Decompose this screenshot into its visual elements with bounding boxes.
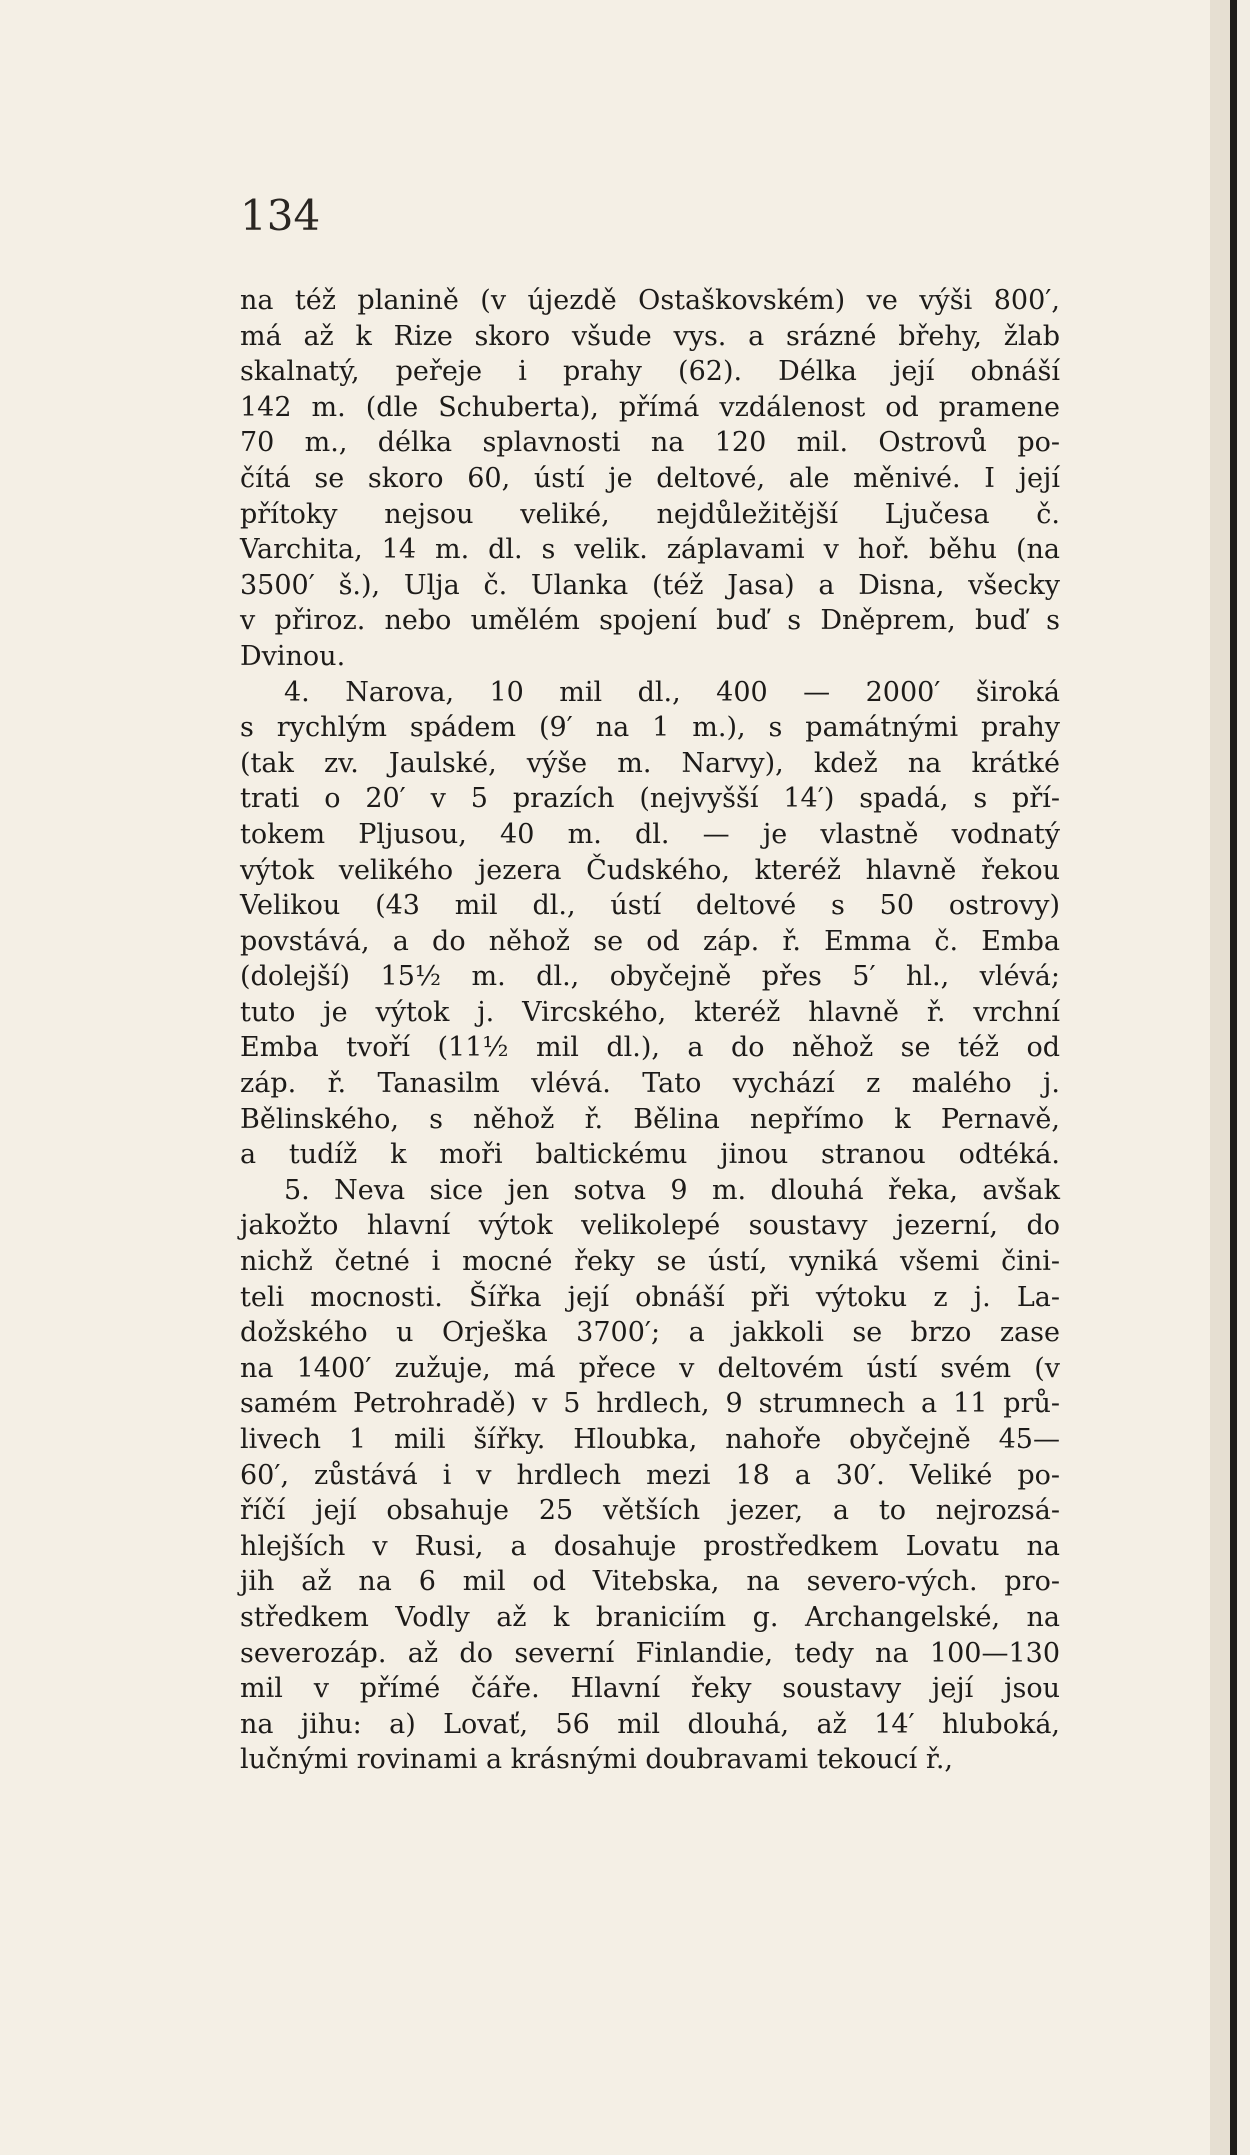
text-line: Varchita, 14 m. dl. s velik. záplavami v hoř. běhu (na bbox=[240, 534, 1060, 566]
text-line: s rychlým spádem (9′ na 1 m.), s památnými prahy bbox=[240, 712, 1060, 744]
text-line: samém Petrohradě) v 5 hrdlech, 9 strumnech a 11 prů- bbox=[240, 1388, 1060, 1420]
page-gutter-shade bbox=[1210, 0, 1230, 2155]
text-line: livech 1 mili šířky. Hloubka, nahoře obyčejně 45— bbox=[240, 1424, 1060, 1455]
text-line: přítoky nejsou veliké, nejdůležitější Ljučesa č. bbox=[240, 498, 1060, 530]
text-line: středkem Vodly až k braniciím g. Archangelské, na bbox=[240, 1601, 1060, 1633]
text-line: 142 m. (dle Schuberta), přímá vzdálenost od pramene bbox=[240, 391, 1060, 423]
text-line: jih až na 6 mil od Vitebska, na severo-vých. pro- bbox=[240, 1566, 1060, 1598]
text-line: na 1400′ zužuje, má přece v deltovém ústí svém (v bbox=[240, 1352, 1060, 1384]
text-line: 70 m., délka splavnosti na 120 mil. Ostrovů po- bbox=[240, 427, 1060, 459]
text-line: severozáp. až do severní Finlandie, tedy na 100—130 bbox=[240, 1637, 1060, 1669]
text-line: nichž četné i mocné řeky se ústí, vyniká všemi čini- bbox=[240, 1246, 1060, 1278]
text-line: povstává, a do něhož se od záp. ř. Emma č. Emba bbox=[240, 925, 1060, 957]
text-line: mil v přímé čáře. Hlavní řeky soustavy její jsou bbox=[240, 1673, 1060, 1705]
text-line: (dolejší) 15½ m. dl., obyčejně přes 5′ hl., vlévá; bbox=[240, 961, 1060, 993]
text-line: lučnými rovinami a krásnými doubravami tekoucí ř., bbox=[240, 1744, 953, 1776]
text-line: skalnatý, peřeje i prahy (62). Délka její obnáší bbox=[240, 356, 1060, 388]
text-line: tuto je výtok j. Vircského, kteréž hlavně ř. vrchní bbox=[240, 996, 1060, 1028]
text-line: 3500′ š.), Ulja č. Ulanka (též Jasa) a Disna, všecky bbox=[240, 569, 1060, 601]
text-line: záp. ř. Tanasilm vlévá. Tato vychází z malého j. bbox=[240, 1068, 1060, 1100]
text-line: 60′, zůstává i v hrdlech mezi 18 a 30′. Veliké po- bbox=[240, 1459, 1060, 1491]
text-line: teli mocnosti. Šířka její obnáší při výtoku z j. La- bbox=[240, 1281, 1060, 1313]
text-line: Dvinou. bbox=[240, 640, 346, 672]
text-line: (tak zv. Jaulské, výše m. Narvy), kdež na krátké bbox=[240, 747, 1060, 779]
text-line: tokem Pljusou, 40 m. dl. — je vlastně vodnatý bbox=[240, 818, 1060, 850]
text-line: trati o 20′ v 5 prazích (nejvyšší 14′) spadá, s pří- bbox=[240, 783, 1060, 815]
page-number: 134 bbox=[240, 191, 321, 240]
text-line: v přiroz. nebo umělém spojení buď s Dněprem, buď s bbox=[240, 605, 1060, 637]
body-text bbox=[240, 283, 1060, 1778]
page-edge bbox=[1230, 0, 1237, 2155]
text-line: 5. Neva sice jen sotva 9 m. dlouhá řeka, avšak bbox=[284, 1174, 1060, 1206]
text-line: dožského u Orješka 3700′; a jakkoli se brzo zase bbox=[240, 1317, 1060, 1349]
text-line: a tudíž k moři baltickému jinou stranou odtéká. bbox=[240, 1139, 1060, 1171]
text-line: Bělinského, s něhož ř. Bělina nepřímo k Pernavě, bbox=[240, 1103, 1060, 1135]
text-line: výtok velikého jezera Čudského, kteréž hlavně řekou bbox=[240, 854, 1060, 886]
text-line: jakožto hlavní výtok velikolepé soustavy jezerní, do bbox=[240, 1210, 1060, 1242]
text-line: na jihu: a) Lovať, 56 mil dlouhá, až 14′ hluboká, bbox=[240, 1708, 1060, 1740]
text-line: Velikou (43 mil dl., ústí deltové s 50 ostrovy) bbox=[240, 890, 1060, 922]
text-line: hlejších v Rusi, a dosahuje prostředkem Lovatu na bbox=[240, 1530, 1060, 1562]
text-line: Emba tvoří (11½ mil dl.), a do něhož se též od bbox=[240, 1032, 1060, 1064]
text-line: 4. Narova, 10 mil dl., 400 — 2000′ široká bbox=[284, 676, 1060, 708]
text-line: čítá se skoro 60, ústí je deltové, ale měnivé. I její bbox=[240, 462, 1060, 494]
text-line: má až k Rize skoro všude vys. a srázné břehy, žlab bbox=[240, 320, 1060, 352]
text-line: říčí její obsahuje 25 větších jezer, a to nejrozsá- bbox=[240, 1495, 1060, 1527]
text-line: na též planině (v újezdě Ostaškovském) ve výši 800′, bbox=[240, 285, 1060, 316]
